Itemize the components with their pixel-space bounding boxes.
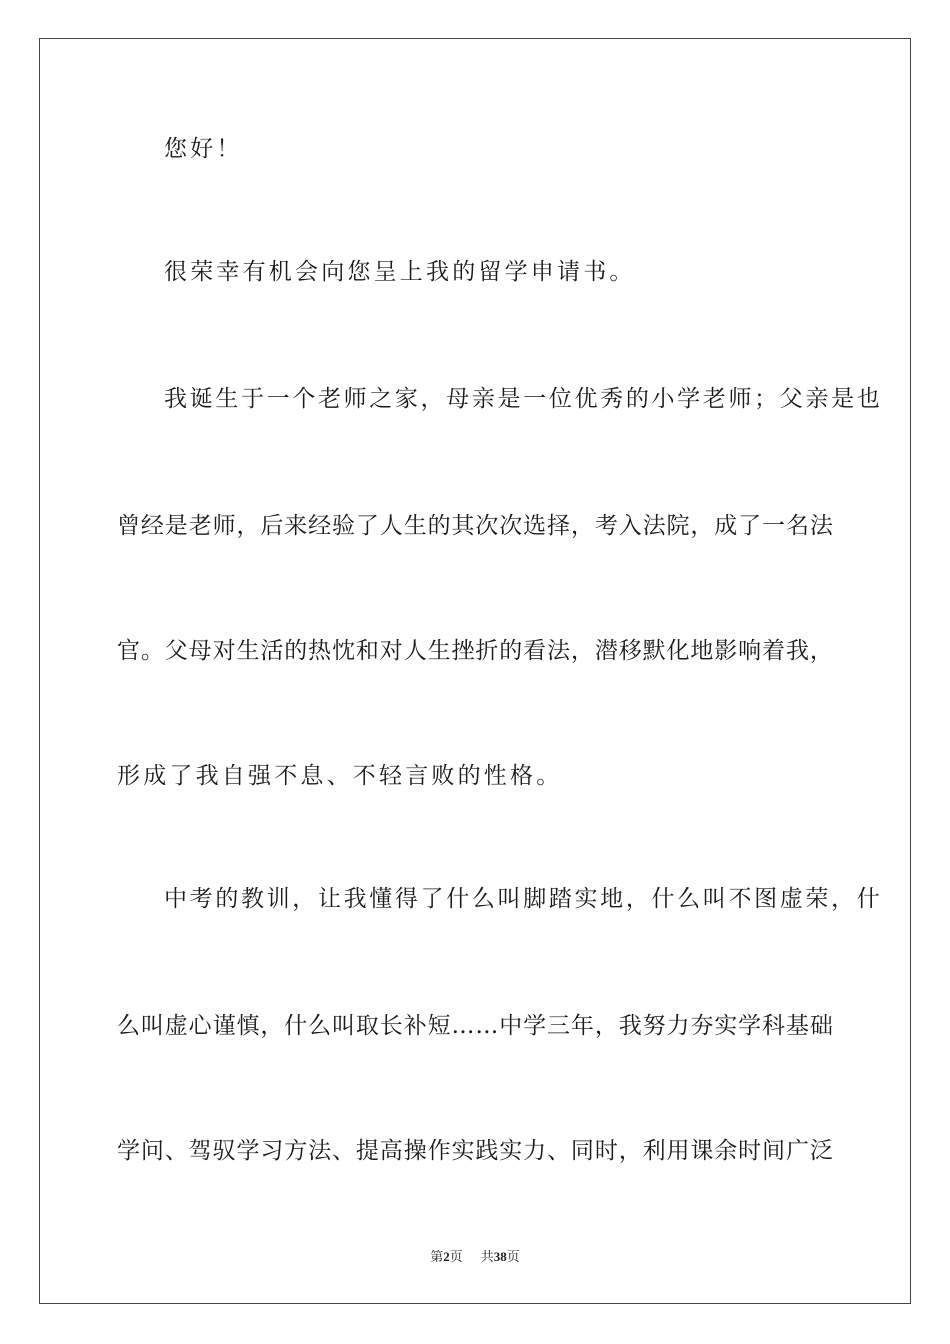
paragraph-line: 么 叫 虚 心 谨 慎 ， 什 么 叫 取 长 补 短 … … 中 学 三 年 ， 我 努 力 夯 实 学 科 基 础 <box>117 1013 833 1039</box>
page-suffix: 页 <box>449 1250 463 1265</box>
total-prefix: 共 <box>480 1250 494 1265</box>
page-number: 2 <box>443 1249 450 1264</box>
paragraph-line: 形成了我自强不息、不轻言败的性格。 <box>117 763 563 789</box>
paragraph-line: 曾 经 是 老 师 ， 后 来 经 验 了 人 生 的 其 次 次 选 择 ， 考 入 法 院 ， 成 了 一 名 法 <box>117 513 833 539</box>
page-frame <box>39 38 911 1304</box>
greeting-line: 您好！ <box>164 136 243 162</box>
total-suffix: 页 <box>506 1250 520 1265</box>
page-prefix: 第 <box>430 1250 444 1265</box>
paragraph-line: 中 考 的 教 训 ， 让 我 懂 得 了 什 么 叫 脚 踏 实 地 ， 什 么 叫 不 图 虚 荣 ， 什 <box>164 886 880 912</box>
paragraph-line: 我 诞 生 于 一 个 老 师 之 家 ， 母 亲 是 一 位 优 秀 的 小 学 老 师 ； 父 亲 是 也 <box>164 386 880 412</box>
paragraph-line: 学 问 、 驾 驭 学 习 方 法 、 提 高 操 作 实 践 实 力 、 同 时 ， 利 用 课 余 时 间 广 泛 <box>117 1138 833 1164</box>
page-footer <box>0 1248 950 1267</box>
total-pages: 38 <box>493 1249 507 1264</box>
paragraph-line: 官 。 父 母 对 生 活 的 热 忱 和 对 人 生 挫 折 的 看 法 ， 潜 移 默 化 地 影 响 着 我 ， <box>117 638 833 664</box>
paragraph-line: 很荣幸有机会向您呈上我的留学申请书。 <box>164 259 636 285</box>
